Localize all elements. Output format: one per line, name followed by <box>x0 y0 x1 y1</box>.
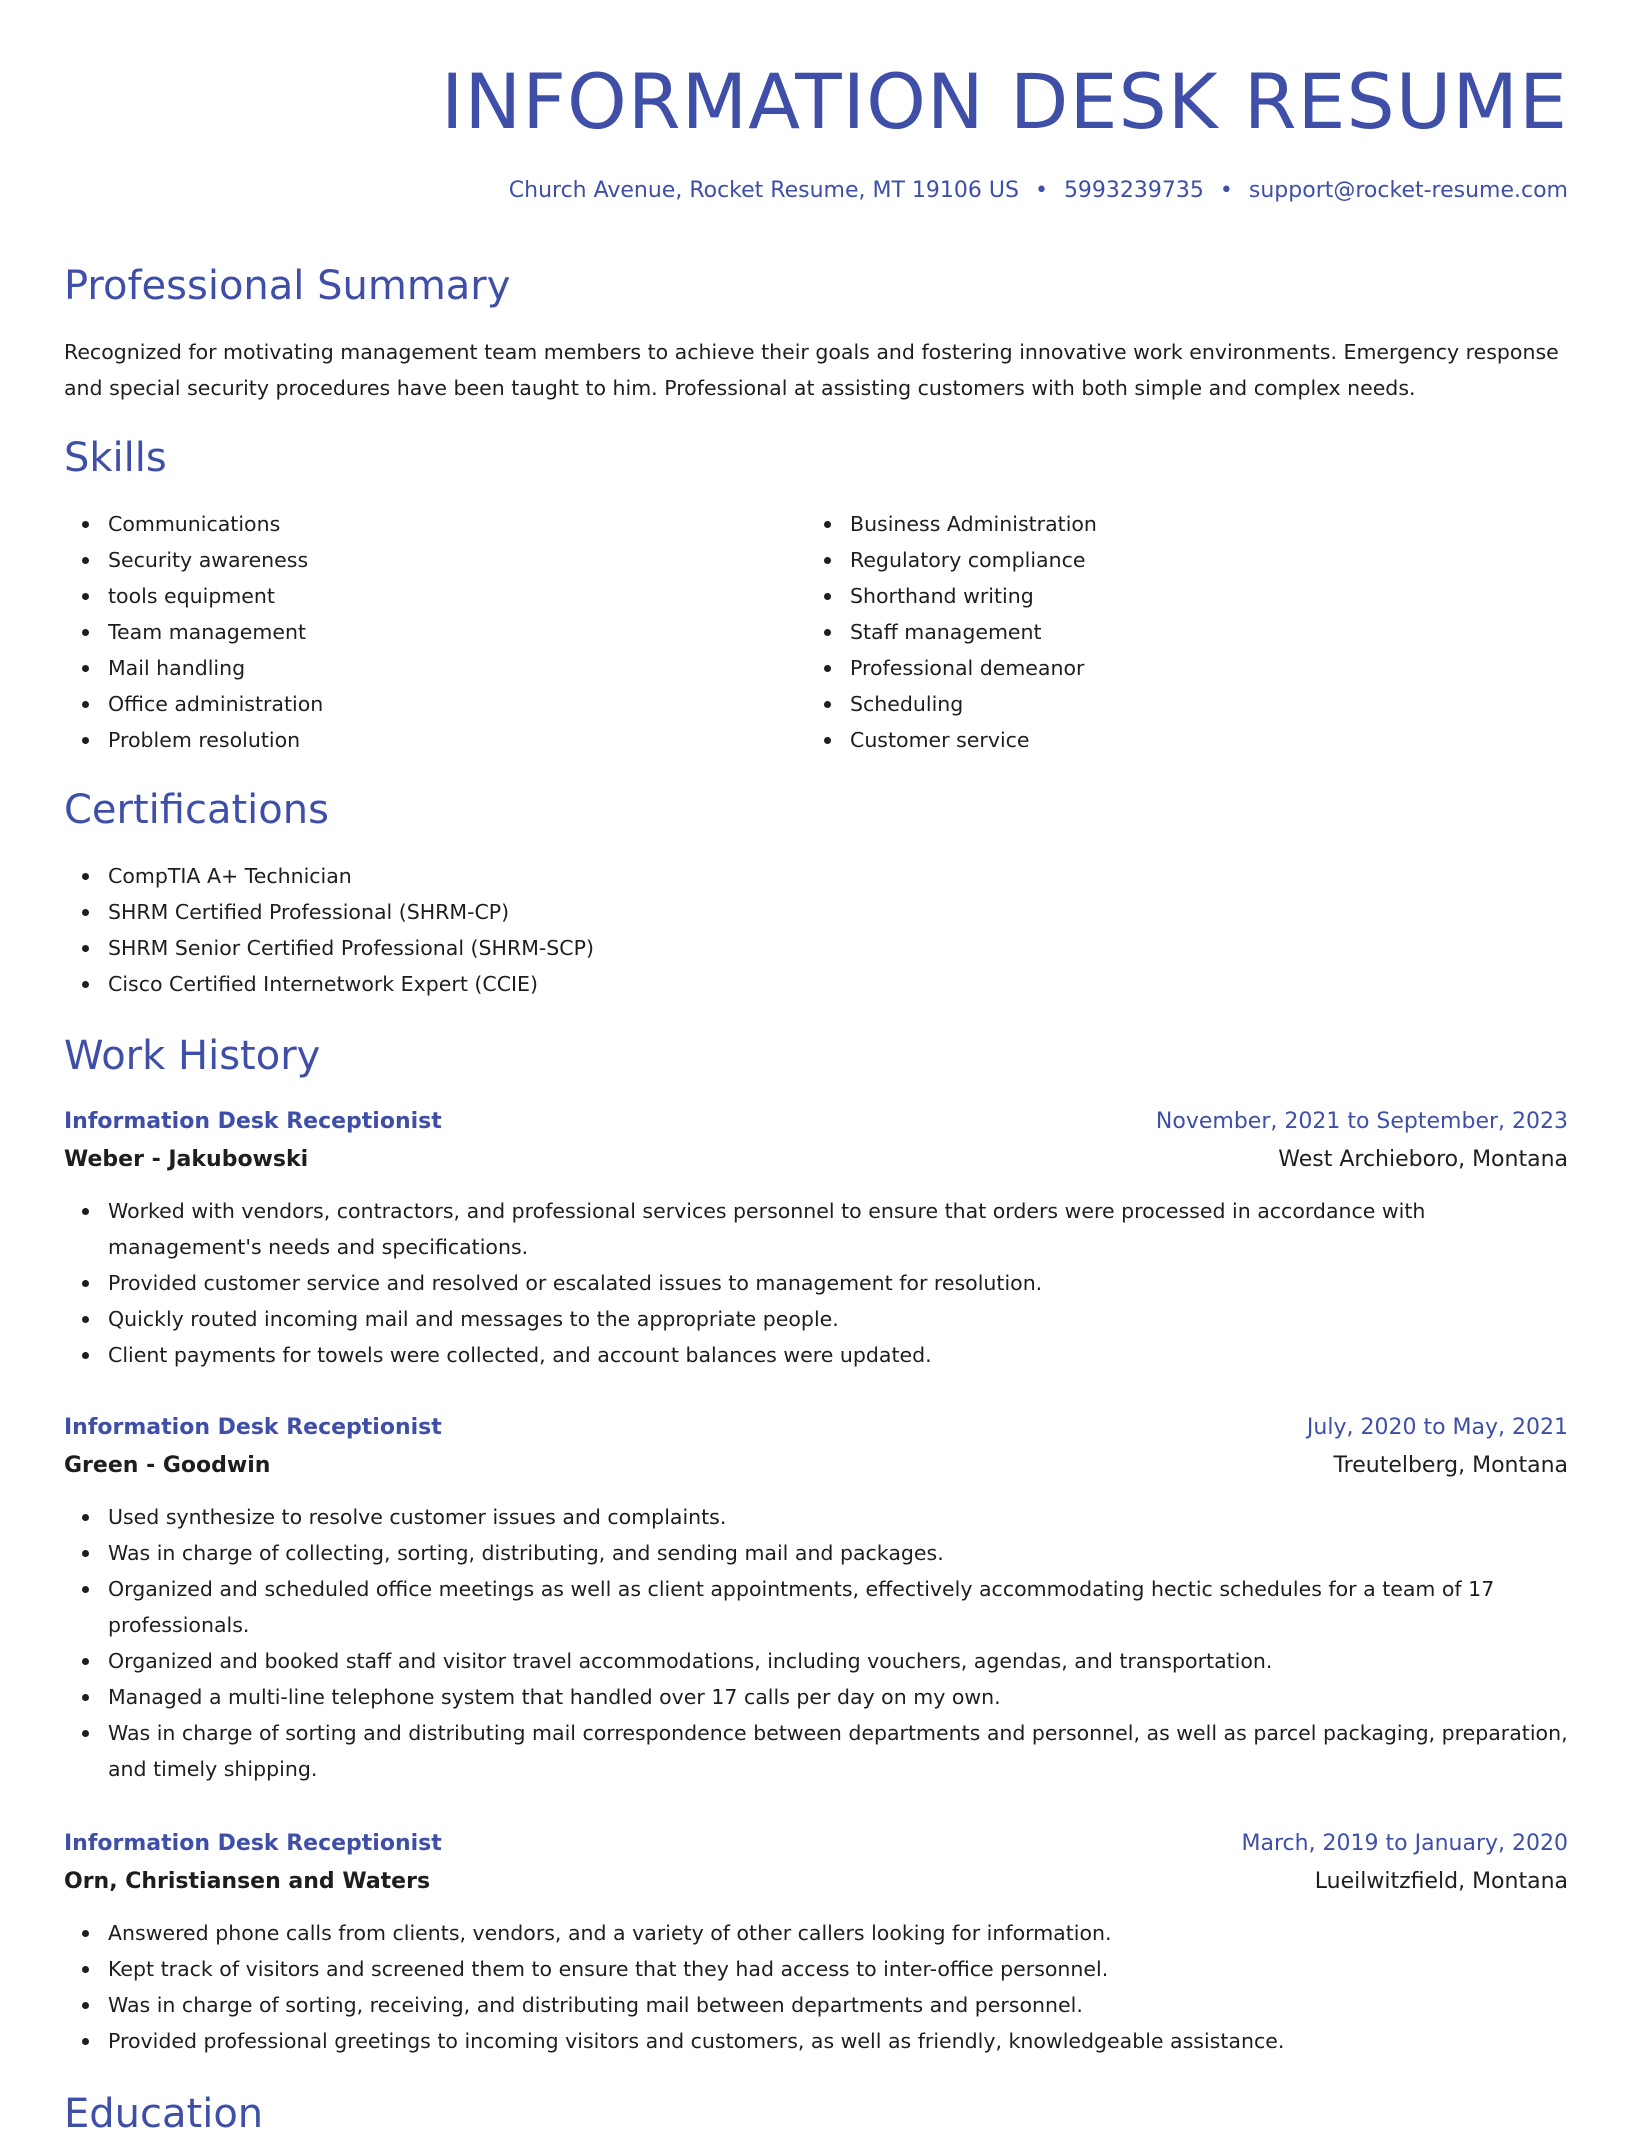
job-entry <box>64 1103 1568 1373</box>
job-duty-item: Kept track of visitors and screened them to ensure that they had access to inter-office personnel. <box>64 1951 1568 1987</box>
job-duty-item: Managed a multi-line telephone system that handled over 17 calls per day on my own. <box>64 1679 1568 1715</box>
section-heading-work-history: Work History <box>64 1033 321 1079</box>
skill-item: Staff management <box>806 614 1097 650</box>
contact-separator: • <box>1219 178 1233 203</box>
skill-item: Professional demeanor <box>806 650 1097 686</box>
job-company: Green - Goodwin <box>64 1453 271 1478</box>
skill-item: Regulatory compliance <box>806 542 1097 578</box>
job-title: Information Desk Receptionist <box>64 1415 442 1440</box>
job-duty-item: Provided customer service and resolved or escalated issues to management for resolution. <box>64 1265 1568 1301</box>
job-duties-list <box>64 1499 1568 1787</box>
contact-email[interactable]: support@rocket-resume.com <box>1248 178 1568 203</box>
certification-item: SHRM Certified Professional (SHRM-CP) <box>64 894 594 930</box>
section-heading-summary: Professional Summary <box>64 263 511 309</box>
job-dates: November, 2021 to September, 2023 <box>1155 1109 1568 1134</box>
job-duty-item: Worked with vendors, contractors, and professional services personnel to ensure that orders were processed in accordance with management's needs and specifications. <box>64 1193 1568 1265</box>
job-duty-item: Quickly routed incoming mail and messages to the appropriate people. <box>64 1301 1568 1337</box>
job-dates: July, 2020 to May, 2021 <box>1306 1415 1568 1440</box>
skill-item: Problem resolution <box>64 722 323 758</box>
contact-line <box>509 178 1568 203</box>
section-heading-skills: Skills <box>64 435 167 481</box>
certification-item: CompTIA A+ Technician <box>64 858 594 894</box>
resume-title: INFORMATION DESK RESUME <box>440 57 1568 146</box>
skill-item: tools equipment <box>64 578 323 614</box>
job-dates: March, 2019 to January, 2020 <box>1241 1831 1568 1856</box>
job-duty-item: Answered phone calls from clients, vendors, and a variety of other callers looking for information. <box>64 1915 1568 1951</box>
job-duty-item: Provided professional greetings to incoming visitors and customers, as well as friendly, knowledgeable assistance. <box>64 2023 1568 2059</box>
section-heading-education: Education <box>64 2091 264 2137</box>
job-company: Weber - Jakubowski <box>64 1147 309 1172</box>
skill-item: Customer service <box>806 722 1097 758</box>
certification-item: SHRM Senior Certified Professional (SHRM-SCP) <box>64 930 594 966</box>
job-location: West Archieboro, Montana <box>1278 1147 1568 1172</box>
skill-item: Team management <box>64 614 323 650</box>
skill-item: Office administration <box>64 686 323 722</box>
contact-phone[interactable]: 5993239735 <box>1063 178 1204 203</box>
job-duties-list <box>64 1915 1568 2059</box>
job-location: Lueilwitzfield, Montana <box>1314 1869 1568 1894</box>
job-title: Information Desk Receptionist <box>64 1831 442 1856</box>
job-location: Treutelberg, Montana <box>1333 1453 1568 1478</box>
job-duty-item: Organized and booked staff and visitor travel accommodations, including vouchers, agendas, and transportation. <box>64 1643 1568 1679</box>
skill-item: Mail handling <box>64 650 323 686</box>
job-entry <box>64 1409 1568 1787</box>
skill-item: Shorthand writing <box>806 578 1097 614</box>
summary-text: Recognized for motivating management team members to achieve their goals and fostering innovative work environments. Emergency response and special security procedures have been taught to him. Professional at assisting customers with both simple and complex needs. <box>64 340 1559 400</box>
job-duty-item: Used synthesize to resolve customer issues and complaints. <box>64 1499 1568 1535</box>
job-title: Information Desk Receptionist <box>64 1109 442 1134</box>
job-entry <box>64 1825 1568 2059</box>
skills-list-left <box>64 506 323 758</box>
contact-address: Church Avenue, Rocket Resume, MT 19106 US <box>508 178 1019 203</box>
certification-item: Cisco Certified Internetwork Expert (CCIE) <box>64 966 594 1002</box>
resume-page <box>64 0 1568 2137</box>
skill-item: Business Administration <box>806 506 1097 542</box>
contact-separator: • <box>1034 178 1048 203</box>
skills-list-right <box>806 506 1097 758</box>
job-duty-item: Was in charge of collecting, sorting, distributing, and sending mail and packages. <box>64 1535 1568 1571</box>
job-company: Orn, Christiansen and Waters <box>64 1869 431 1894</box>
skill-item: Scheduling <box>806 686 1097 722</box>
job-duty-item: Organized and scheduled office meetings as well as client appointments, effectively accommodating hectic schedules for a team of 17 professionals. <box>64 1571 1568 1643</box>
job-duties-list <box>64 1193 1568 1373</box>
job-duty-item: Client payments for towels were collected, and account balances were updated. <box>64 1337 1568 1373</box>
job-duty-item: Was in charge of sorting and distributing mail correspondence between departments and personnel, as well as parcel packaging, preparation, and timely shipping. <box>64 1715 1568 1787</box>
certifications-list <box>64 858 594 1002</box>
job-duty-item: Was in charge of sorting, receiving, and distributing mail between departments and personnel. <box>64 1987 1568 2023</box>
skill-item: Communications <box>64 506 323 542</box>
skill-item: Security awareness <box>64 542 323 578</box>
section-heading-certifications: Certifications <box>64 787 329 833</box>
